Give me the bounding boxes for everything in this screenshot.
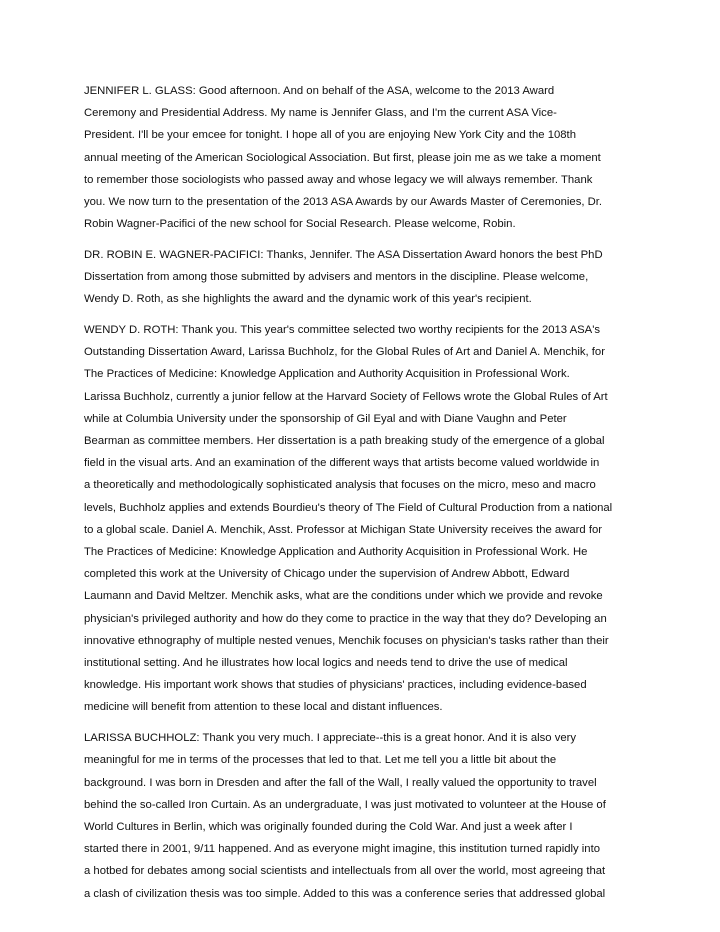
text-line: Outstanding Dissertation Award, Larissa Buchholz, for the Global Rules of Art and Daniel A. Menchik, for bbox=[84, 346, 605, 359]
transcript-body bbox=[84, 80, 648, 913]
text-line: institutional setting. And he illustrates how local logics and needs tend to drive the use of medical bbox=[84, 657, 568, 670]
paragraph-buchholz bbox=[84, 727, 648, 905]
text-line: knowledge. His important work shows that studies of physicians' practices, including evidence-based bbox=[84, 679, 587, 692]
text-line: LARISSA BUCHHOLZ: Thank you very much. I appreciate--this is a great honor. And it is also very bbox=[84, 732, 577, 745]
text-line: a theoretically and methodologically sophisticated analysis that focuses on the micro, meso and macro bbox=[84, 479, 596, 492]
text-line: field in the visual arts. And an examination of the different ways that artists become valued worldwide in bbox=[84, 457, 600, 470]
text-line: a clash of civilization thesis was too simple. Added to this was a conference series that addressed global bbox=[84, 887, 606, 900]
text-line: behind the so-called Iron Curtain. As an undergraduate, I was just motivated to volunteer at the House of bbox=[84, 798, 606, 811]
text-line: a hotbed for debates among social scientists and intellectuals from all over the world, most agreeing that bbox=[84, 865, 606, 878]
text-line: World Cultures in Berlin, which was originally founded during the Cold War. And just a week after I bbox=[84, 821, 573, 833]
paragraph-roth bbox=[84, 319, 648, 719]
text-line: Robin Wagner-Pacifici of the new school for Social Research. Please welcome, Robin. bbox=[84, 218, 516, 231]
text-line: annual meeting of the American Sociological Association. But first, please join me as we take a moment bbox=[84, 151, 601, 164]
text-line: Dissertation from among those submitted by advisers and mentors in the discipline. Please welcome, bbox=[84, 271, 589, 284]
text-line: Laumann and David Meltzer. Menchik asks, what are the conditions under which we provide and revoke bbox=[84, 590, 603, 603]
text-line: you. We now turn to the presentation of the 2013 ASA Awards by our Awards Master of Ceremonies, Dr. bbox=[84, 196, 603, 209]
text-line: JENNIFER L. GLASS: Good afternoon. And on behalf of the ASA, welcome to the 2013 Award bbox=[84, 85, 555, 97]
text-line: WENDY D. ROTH: Thank you. This year's committee selected two worthy recipients for the 2013 ASA's bbox=[84, 324, 601, 337]
text-line: DR. ROBIN E. WAGNER-PACIFICI: Thanks, Jennifer. The ASA Dissertation Award honors the best PhD bbox=[84, 248, 603, 261]
text-line: innovative ethnography of multiple nested venues, Menchik focuses on physician's tasks rather than their bbox=[84, 634, 609, 647]
text-line: levels, Buchholz applies and extends Bourdieu's theory of The Field of Cultural Production from a national bbox=[84, 501, 613, 514]
text-line: to a global scale. Daniel A. Menchik, Asst. Professor at Michigan State University receives the award for bbox=[84, 523, 603, 536]
text-line: Larissa Buchholz, currently a junior fellow at the Harvard Society of Fellows wrote the Global Rules of Art bbox=[84, 390, 608, 403]
text-line: Wendy D. Roth, as she highlights the award and the dynamic work of this year's recipient. bbox=[84, 293, 532, 306]
text-line: Bearman as committee members. Her dissertation is a path breaking study of the emergence of a global bbox=[84, 435, 605, 448]
text-line: President. I'll be your emcee for tonight. I hope all of you are enjoying New York City and the 108th bbox=[84, 129, 576, 142]
text-line: medicine will benefit from attention to these local and distant influences. bbox=[84, 701, 443, 714]
text-line: The Practices of Medicine: Knowledge Application and Authority Acquisition in Professional Work. He bbox=[84, 546, 588, 559]
paragraph-glass bbox=[84, 80, 648, 235]
text-line: completed this work at the University of Chicago under the supervision of Andrew Abbott, Edward bbox=[84, 568, 570, 581]
text-line: meaningful for me in terms of the processes that led to that. Let me tell you a little bit about the bbox=[84, 754, 557, 767]
text-line: physician's privileged authority and how do they come to practice in the way that they do? Developing an bbox=[84, 612, 607, 625]
text-line: The Practices of Medicine: Knowledge Application and Authority Acquisition in Professional Work. bbox=[84, 368, 570, 381]
text-line: to remember those sociologists who passed away and whose legacy we will always remember. Thank bbox=[84, 173, 593, 186]
text-line: started there in 2001, 9/11 happened. And as everyone might imagine, this institution turned rapidly into bbox=[84, 843, 601, 856]
text-line: while at Columbia University under the sponsorship of Gil Eyal and with Diane Vaughn and Peter bbox=[84, 412, 567, 425]
paragraph-wagner-pacifici bbox=[84, 244, 648, 311]
text-line: background. I was born in Dresden and after the fall of the Wall, I really valued the opportunity to travel bbox=[84, 776, 597, 789]
text-line: Ceremony and Presidential Address. My name is Jennifer Glass, and I'm the current ASA Vice- bbox=[84, 107, 557, 120]
